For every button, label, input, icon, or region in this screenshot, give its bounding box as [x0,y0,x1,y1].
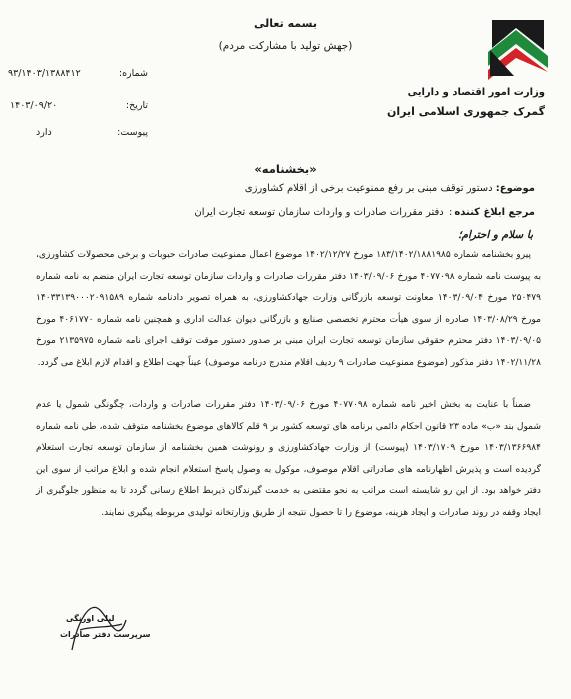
reference-label: مرجع ابلاغ کننده [454,207,535,218]
subject-row [245,183,535,194]
subject-label: موضوع: [495,183,535,194]
reference-row: مرجع ابلاغ کننده: دفتر مقررات صادرات و واردات سازمان توسعه تجارت ایران [194,207,535,218]
doc-title: «بخشنامه» [254,162,317,176]
attachment-label: پیوست: [117,127,148,138]
basmala: بسمه تعالی [254,17,317,30]
org-ministry: وزارت امور اقتصاد و دارایی [407,87,545,98]
paragraph-2: ضمناً با عنایت به بخش اخیر نامه شماره ۴۰۷۷۰۹۸ مورخ ۱۴۰۳/۰۹/۰۶ دفتر مقررات صادرات و واردات، چگونگی شمول یا عدم شمول بند «ب» ماده ۲۳ قانون احکام دائمی برنامه های توسعه کشور بر ۹ قلم کالاهای موضوع بخشنامه متوقف شده، طی نامه شماره ۱۴۰۳/۱۳۶۶۹۸۴ مورخ ۱۴۰۳/۱۷۰۹ (پیوست) از وزارت جهادکشاورزی و رونوشت همین بخشنامه از سازمان توسعه تجارت استعلام گردیده است و پذیرش اظهارنامه های صادراتی اقلام موصوف، موکول به وصول پاسخ استعلام انجام شده و ابلاغ مراتب از سوی این دفتر خواهد بود. از این رو شایسته است مراتب به نحو مقتضی به خدمت گیرندگان ذیربط اطلاع رسانی گردد تا به منظور جلوگیری از ایجاد وقفه در روند صادرات و ایجاد هزینه، موضوع را تا حصول نتیجه از طریق وزارتخانه تولیدی مربوطه پیگیری نمایند. [36,400,542,518]
signatory-title: سرپرست دفتر صادرات [60,630,151,639]
reference-text: دفتر مقررات صادرات و واردات سازمان توسعه تجارت ایران [194,207,444,218]
number-label: شماره: [118,68,148,79]
date-label: تاریخ: [125,100,148,111]
date-value: ۱۴۰۳/۰۹/۲۰ [10,100,58,111]
customs-logo-icon [478,10,554,86]
attachment-value: دارد [36,127,52,138]
signature-mark-icon [60,590,140,660]
subject-text: دستور توقف مبنی بر رفع ممنوعیت برخی از اقلام کشاورزی [244,183,493,194]
paragraph-1: پیرو بخشنامه شماره ۱۸۳/۱۴۰۲/۱۸۸۱۹۸۵ مورخ ۱۴۰۲/۱۲/۲۷ موضوع اعمال ممنوعیت صادرات حبوبات و برخی محصولات کشاورزی، به پیوست نامه شماره ۴۰۷۷۰۹۸ مورخ ۱۴۰۳/۰۹/۰۶ دفتر مقررات صادرات و واردات سازمان توسعه تجارت ایران منضم به نامه شماره ۲۵۰۴۷۹ مورخ ۱۴۰۳/۰۹/۰۴ معاونت توسعه بازرگانی وزارت جهادکشاورزی، به همراه تصویر دادنامه شماره ۱۴۰۳۳۱۳۹۰۰۰۲۰۹۱۵۸۹ مورخ ۱۴۰۳/۰۸/۲۹ صادره از سوی هیأت محترم تخصصی صنایع و بازرگانی دیوان عدالت اداری و همچنین نامه شماره ۴۰۶۱۷۷۰ مورخ ۱۴۰۳/۰۹/۰۵ دفتر محترم حقوقی سازمان توسعه تجارت ایران مبنی بر صدور دستور موقت توقف اجرای نامه شماره ۲۱۳۵۹۷۵ مورخ ۱۴۰۲/۱۱/۲۸ دفتر مذکور (موضوع ممنوعیت صادرات ۹ ردیف اقلام مندرج درنامه موصوف) عیناً جهت اطلاع و اقدام لازم ابلاغ می گردد. [36,250,541,368]
number-value: ۹۳/۱۴۰۳/۱۳۸۸۴۱۲ [8,68,81,79]
org-customs: گمرک جمهوری اسلامی ایران [386,105,545,118]
signatory-name: لیلی اورنگی [66,614,115,623]
greeting: با سلام و احترام؛ [458,229,533,241]
slogan: (جهش تولید با مشارکت مردم) [218,40,353,52]
